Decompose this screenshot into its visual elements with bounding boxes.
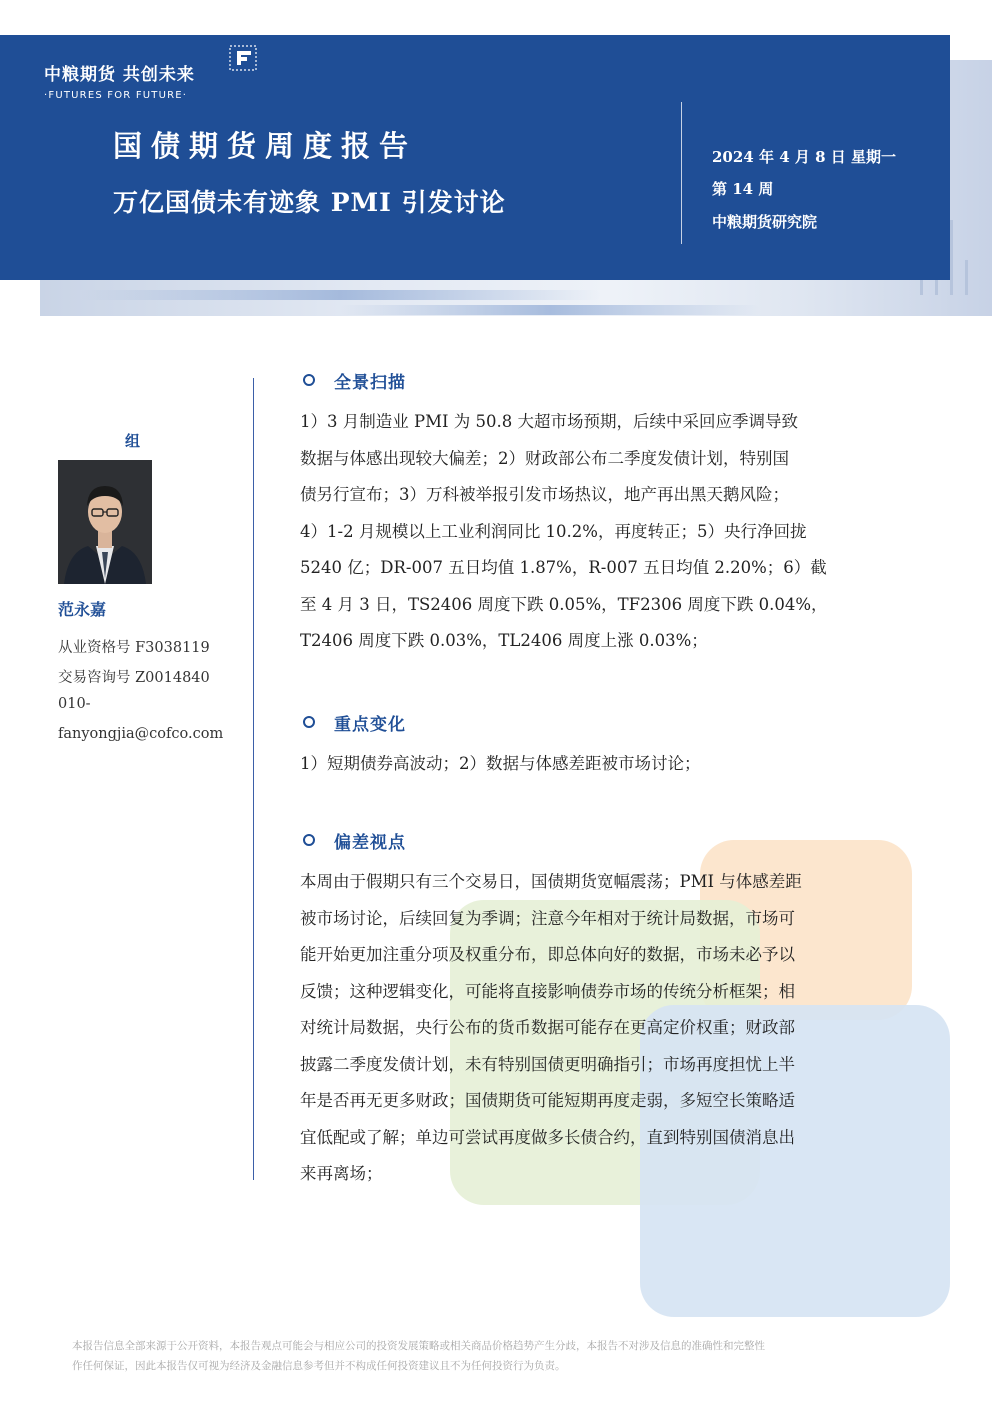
paragraph-line: 数据与体感出现较大偏差；2）财政部公布二季度发债计划，特别国: [300, 448, 789, 468]
group-label: 组: [125, 432, 141, 450]
consulting-number: 交易咨询号 Z0014840: [58, 670, 210, 686]
logo-cn-text: 中粮期货 共创未来: [44, 65, 195, 85]
chart-bar-decoration: [965, 260, 968, 295]
paragraph-line: 本周由于假期只有三个交易日，国债期货宽幅震荡；PMI 与体感差距: [300, 872, 802, 891]
light-streak: [340, 305, 760, 315]
analyst-photo: [58, 460, 152, 584]
paragraph-line: 对统计局数据，央行公布的货币数据可能存在更高定价权重；财政部: [300, 1018, 795, 1037]
paragraph-line: 4）1-2 月规模以上工业利润同比 10.2%，再度转正；5）央行净回拢: [300, 521, 807, 541]
section-title: 全景扫描: [334, 372, 406, 393]
header-divider: [681, 102, 682, 244]
paragraph-line: 1）3 月制造业 PMI 为 50.8 大超市场预期，后续中采回应季调导致: [300, 412, 798, 431]
disclaimer-footer: [72, 1336, 932, 1376]
chart-bar-decoration: [950, 220, 953, 295]
section-title: 偏差视点: [334, 832, 406, 853]
light-streak: [80, 290, 600, 300]
bullet-circle-icon: [303, 834, 315, 846]
section-title: 重点变化: [334, 714, 406, 735]
section-bias-view-body: [300, 864, 902, 1193]
report-title: 国债期货周度报告: [113, 129, 418, 163]
paragraph-line: 5240 亿；DR-007 五日均值 1.87%，R-007 五日均值 2.20%；6）截: [300, 558, 827, 577]
paragraph-line: 披露二季度发债计划，未有特别国债更明确指引；市场再度担忧上半: [300, 1054, 795, 1074]
section-overview-header: [303, 369, 406, 391]
paragraph-line: 债另行宣布；3）万科被举报引发市场热议，地产再出黑天鹅风险；: [300, 485, 789, 504]
paragraph-line: 能开始更加注重分项及权重分布，即总体向好的数据，市场未必予以: [300, 945, 795, 964]
paragraph-line: 1）短期债券高波动；2）数据与体感差距被市场讨论；: [300, 754, 701, 773]
column-divider: [253, 378, 254, 1180]
analyst-portrait-icon: [58, 460, 152, 584]
paragraph-line: 至 4 月 3 日，TS2406 周度下跌 0.05%，TF2306 周度下跌 0.04%，: [300, 594, 828, 614]
phone-prefix: 010-: [58, 696, 91, 712]
report-week: 第 14 周: [712, 180, 774, 198]
disclaimer-line: 本报告信息全部来源于公开资料，本报告观点可能会与相应公司的投资发展策略或相关商品价格趋势产生分歧，本报告不对涉及信息的准确性和完整性: [72, 1340, 765, 1352]
section-bias-view-header: [303, 829, 406, 851]
bullet-circle-icon: [303, 716, 315, 728]
analyst-name: 范永嘉: [58, 600, 107, 619]
section-overview-body: [300, 404, 902, 660]
qualification-number: 从业资格号 F3038119: [58, 640, 210, 656]
paragraph-line: T2406 周度下跌 0.03%，TL2406 周度上涨 0.03%；: [300, 631, 708, 650]
analyst-email[interactable]: fanyongjia@cofco.com: [58, 726, 224, 742]
paragraph-line: 来再离场；: [300, 1164, 383, 1183]
report-date: 2024 年 4 月 8 日 星期一: [712, 148, 896, 166]
disclaimer-line: 作任何保证，因此本报告仅可视为经济及金融信息参考但并不构成任何投资建议且不为任何投资行为负责。: [72, 1360, 566, 1372]
paragraph-line: 年是否再无更多财政；国债期货可能短期再度走弱，多短空长策略适: [300, 1091, 795, 1110]
research-institute: 中粮期货研究院: [712, 213, 818, 231]
section-key-changes-body: [300, 746, 902, 783]
company-logo: [44, 60, 195, 101]
paragraph-line: 宜低配或了解；单边可尝试再度做多长债合约，直到特别国债消息出: [300, 1127, 795, 1147]
logo-mark-icon: [229, 45, 257, 71]
paragraph-line: 反馈；这种逻辑变化，可能将直接影响债券市场的传统分析框架；相: [300, 981, 795, 1001]
bullet-circle-icon: [303, 374, 315, 386]
logo-en-text: ·FUTURES FOR FUTURE·: [44, 90, 188, 101]
report-subtitle: 万亿国债未有迹象 PMI 引发讨论: [113, 188, 506, 217]
paragraph-line: 被市场讨论，后续回复为季调；注意今年相对于统计局数据，市场可: [300, 908, 795, 928]
section-key-changes-header: [303, 711, 406, 733]
